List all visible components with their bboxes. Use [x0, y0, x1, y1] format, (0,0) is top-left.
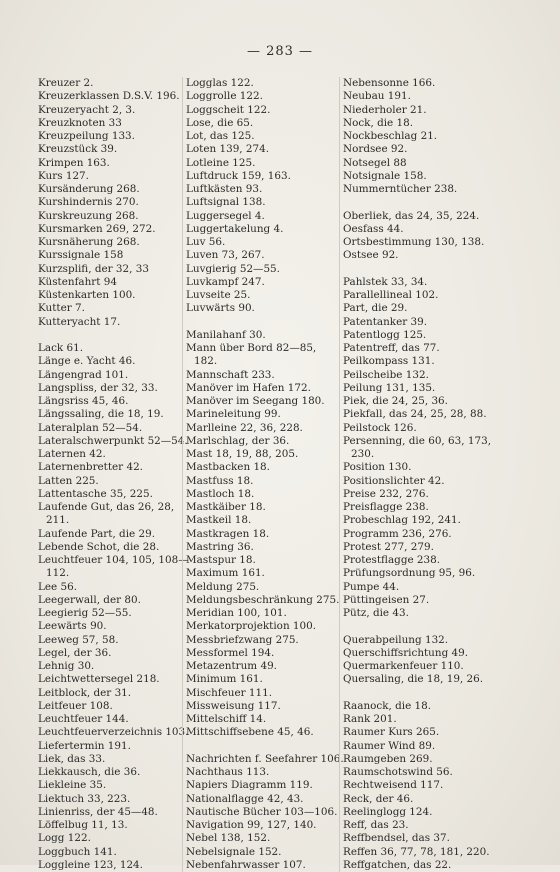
index-entry: Luven 73, 267.: [186, 249, 265, 262]
index-entry: Nockbeschlag 21.: [343, 130, 438, 142]
index-entry: Peilscheibe 132.: [343, 368, 429, 381]
index-entry: 112.: [46, 567, 70, 580]
index-entry: Kreuzpeilung 133.: [38, 130, 135, 142]
index-entry: Lee 56.: [38, 580, 78, 593]
index-entry: Querschiffsrichtung 49.: [343, 646, 469, 659]
index-entry: Luftkästen 93.: [186, 183, 263, 195]
index-entry: Pumpe 44.: [343, 580, 400, 593]
index-entry: Logglas 122.: [186, 77, 254, 89]
index-entry: Loten 139, 274.: [186, 143, 270, 156]
index-entry: Nordsee 92.: [343, 143, 408, 156]
index-entry: Reff, das 23.: [343, 819, 409, 831]
index-entry: Luggersegel 4.: [186, 209, 265, 222]
index-entry: Ostsee 92.: [343, 249, 399, 262]
index-entry: Laternenbretter 42.: [38, 461, 143, 474]
index-entry: Kursmarken 269, 272.: [38, 222, 156, 235]
index-entry: Nebelsignale 152.: [186, 845, 282, 858]
index-entry: Position 130.: [343, 461, 412, 474]
index-entry: Latten 225.: [38, 474, 99, 487]
index-entry: Pahlstek 33, 34.: [343, 275, 428, 288]
index-entry: Kreuzstück 39.: [38, 143, 118, 156]
index-entry: Lack 61.: [38, 342, 84, 354]
index-entry: Kreuzer 2.: [38, 77, 94, 89]
index-entry: Quersaling, die 18, 19, 26.: [343, 673, 484, 686]
index-entry: Lotleine 125.: [186, 156, 256, 169]
index-entry: Piek, die 24, 25, 36.: [343, 395, 448, 407]
index-entry: Leichtwettersegel 218.: [38, 673, 160, 686]
index-entry: Raumschotswind 56.: [343, 766, 453, 778]
index-entry: Reck, der 46.: [343, 792, 414, 805]
section-gap: [343, 620, 503, 633]
index-entry: Preise 232, 276.: [343, 487, 429, 500]
index-entry: Patentanker 39.: [343, 315, 428, 328]
index-entry: Protest 277, 279.: [343, 540, 434, 553]
index-entry: Merkatorprojektion 100.: [186, 620, 317, 633]
index-column-3: [339, 77, 503, 872]
page-number: — 283 —: [246, 44, 314, 59]
index-entry: Manöver im Hafen 172.: [186, 381, 311, 394]
index-entry: Lattentasche 35, 225.: [38, 487, 153, 500]
index-entry: Oberliek, das 24, 35, 224.: [343, 209, 480, 222]
index-entry: Kurs 127.: [38, 169, 89, 182]
index-entry: Küstenkarten 100.: [38, 289, 136, 301]
index-entry: Mann über Bord 82—85,: [186, 342, 317, 354]
index-entry: Reffen 36, 77, 78, 181, 220.: [343, 845, 490, 858]
index-entry: Marineleitung 99.: [186, 408, 281, 421]
index-entry: Leitfeuer 108.: [38, 699, 113, 712]
index-entry: Laternen 42.: [38, 448, 106, 460]
index-entry: Messformel 194.: [186, 646, 275, 659]
index-entry: Leuchtfeuer 104, 105, 108—: [38, 554, 189, 566]
index-entry: Kursnäherung 268.: [38, 236, 140, 248]
index-entry: Löffelbug 11, 13.: [38, 819, 128, 831]
section-gap: [186, 740, 336, 753]
index-entry: Programm 236, 276.: [343, 527, 452, 540]
index-entry: Patentreff, das 77.: [343, 342, 440, 354]
index-entry: Mastkragen 18.: [186, 527, 270, 540]
index-entry: Missweisung 117.: [186, 699, 281, 712]
index-entry: Patentlogg 125.: [343, 328, 427, 341]
index-entry: Luvkampf 247.: [186, 275, 265, 288]
section-gap: [343, 263, 503, 276]
index-entry: Küstenfahrt 94: [38, 275, 117, 288]
index-entry: Mischfeuer 111.: [186, 686, 273, 699]
index-entry: Kutter 7.: [38, 302, 85, 315]
index-entry: Luvgierig 52—55.: [186, 262, 280, 275]
index-entry: Meldung 275.: [186, 580, 260, 593]
section-gap: [343, 687, 503, 700]
index-entry: Mastkäiber 18.: [186, 501, 266, 513]
index-entry: Lateralschwerpunkt 52—54.: [38, 434, 188, 447]
index-entry: Luvseite 25.: [186, 289, 251, 301]
index-entry: Liekleine 35.: [38, 779, 107, 792]
index-entry: Luv 56.: [186, 236, 226, 248]
index-entry: Mastfuss 18.: [186, 474, 254, 487]
index-entry: Lateralplan 52—54.: [38, 421, 143, 434]
index-entry: Mastkeil 18.: [186, 514, 252, 527]
index-entry: Lehnig 30.: [38, 660, 95, 672]
index-entry: Marlleine 22, 36, 228.: [186, 421, 303, 434]
index-entry: Kursänderung 268.: [38, 183, 140, 195]
index-entry: Meldungsbeschränkung 275.: [186, 593, 340, 606]
index-entry: Nebensonne 166.: [343, 77, 436, 89]
index-entry: Liek, das 33.: [38, 752, 106, 765]
index-entry: Mannschaft 233.: [186, 368, 275, 381]
index-entry: Kutteryacht 17.: [38, 315, 121, 328]
index-entry: Maximum 161.: [186, 567, 265, 580]
index-entry: Leeweg 57, 58.: [38, 633, 119, 646]
index-entry: Loggscheit 122.: [186, 103, 271, 116]
index-entry: Mastloch 18.: [186, 487, 255, 500]
index-entry: Mittelschiff 14.: [186, 713, 267, 725]
index-entry: Notsegel 88: [343, 156, 407, 169]
index-entry: Kurssignale 158: [38, 249, 124, 262]
index-entry: Marlschlag, der 36.: [186, 434, 290, 447]
index-entry: Pütz, die 43.: [343, 607, 409, 619]
index-entry: Peilkompass 131.: [343, 355, 435, 368]
index-entry: Liektuch 33, 223.: [38, 792, 131, 805]
index-entry: Leegerwall, der 80.: [38, 593, 141, 606]
index-entry: Kurshindernis 270.: [38, 196, 139, 209]
index-entry: Krimpen 163.: [38, 156, 110, 169]
index-entry: Metazentrum 49.: [186, 660, 277, 672]
index-entry: Loggrolle 122.: [186, 90, 263, 103]
index-entry: Nummerntücher 238.: [343, 183, 458, 195]
index-entry: Nock, die 18.: [343, 116, 414, 129]
index-entry: Kreuzerklassen D.S.V. 196.: [38, 90, 180, 103]
index-entry: Nebel 138, 152.: [186, 832, 271, 845]
index-entry: Rank 201.: [343, 713, 397, 725]
index-entry: Manilahanf 30.: [186, 328, 266, 341]
index-entry: Peilstock 126.: [343, 421, 417, 434]
index-entry: Raanock, die 18.: [343, 699, 432, 712]
index-entry: Mittschiffsebene 45, 46.: [186, 726, 314, 739]
index-entry: Nachthaus 113.: [186, 766, 270, 778]
index-entry: Nebenfahrwasser 107.: [186, 858, 306, 871]
index-entry: Raumer Kurs 265.: [343, 726, 440, 739]
index-entry: Mastring 36.: [186, 540, 254, 553]
index-entry: Rechtweisend 117.: [343, 779, 444, 792]
index-entry: Loggbuch 141.: [38, 845, 117, 858]
index-entry: Lebende Schot, die 28.: [38, 540, 160, 553]
index-entry: Nautische Bücher 103—106.: [186, 805, 338, 818]
index-entry: Quermarkenfeuer 110.: [343, 660, 464, 672]
index-entry: Luftsignal 138.: [186, 196, 266, 209]
index-entry: Linienriss, der 45—48.: [38, 805, 158, 818]
index-entry: 182.: [194, 355, 218, 368]
index-entry: Persenning, die 60, 63, 173,: [343, 434, 491, 447]
index-entry: Loggleine 123, 124.: [38, 858, 143, 871]
index-entry: Peilung 131, 135.: [343, 381, 436, 394]
index-entry: Meridian 100, 101.: [186, 607, 287, 619]
index-entry: Reffbendsel, das 37.: [343, 832, 450, 845]
index-entry: Leuchtfeuerverzeichnis 103.: [38, 726, 189, 739]
index-entry: Prüfungsordnung 95, 96.: [343, 567, 476, 580]
index-entry: Parallellineal 102.: [343, 289, 439, 301]
index-entry: Laufende Gut, das 26, 28,: [38, 501, 175, 513]
index-entry: Neubau 191.: [343, 90, 411, 103]
index-entry: Leitblock, der 31.: [38, 686, 132, 699]
index-entry: Kreuzknoten 33: [38, 116, 122, 129]
index-entry: Luftdruck 159, 163.: [186, 169, 291, 182]
index-entry: Lot, das 125.: [186, 130, 255, 142]
index-entry: Raumer Wind 89.: [343, 739, 436, 752]
index-entry: Luggertakelung 4.: [186, 222, 284, 235]
index-column-1: [38, 77, 189, 872]
section-gap: [186, 316, 336, 329]
index-entry: Legel, der 36.: [38, 646, 112, 659]
index-entry: Oesfass 44.: [343, 222, 404, 235]
index-entry: Längsriss 45, 46.: [38, 395, 129, 407]
index-entry: Preisflagge 238.: [343, 501, 429, 513]
index-entry: Part, die 29.: [343, 302, 408, 315]
index-entry: Raumgeben 269.: [343, 752, 433, 765]
index-entry: Lose, die 65.: [186, 116, 254, 129]
index-entry: Napiers Diagramm 119.: [186, 779, 313, 792]
index-entry: Notsignale 158.: [343, 169, 427, 182]
index-entry: Liefertermin 191.: [38, 739, 131, 752]
index-entry: Kreuzeryacht 2, 3.: [38, 103, 136, 116]
index-entry: Logg 122.: [38, 832, 91, 845]
index-entry: Piekfall, das 24, 25, 28, 88.: [343, 408, 487, 421]
index-entry: Luvwärts 90.: [186, 302, 255, 315]
index-entry: Kurskreuzung 268.: [38, 209, 139, 222]
index-entry: Protestflagge 238.: [343, 554, 441, 566]
index-entry: Ortsbestimmung 130, 138.: [343, 236, 485, 248]
index-entry: Probeschlag 192, 241.: [343, 514, 461, 527]
index-entry: Mastspur 18.: [186, 554, 256, 566]
index-entry: Manöver im Seegang 180.: [186, 395, 325, 407]
index-entry: Liekkausch, die 36.: [38, 766, 141, 778]
index-entry: Reffgatchen, das 22.: [343, 858, 452, 871]
index-entry: Leewärts 90.: [38, 620, 107, 633]
section-gap: [343, 196, 503, 209]
index-entry: Positionslichter 42.: [343, 474, 445, 487]
index-entry: Leuchtfeuer 144.: [38, 713, 129, 725]
index-entry: Püttingeisen 27.: [343, 593, 430, 606]
index-entry: 211.: [46, 514, 70, 527]
index-entry: 230.: [351, 448, 375, 460]
index-column-2: [182, 77, 344, 872]
index-entry: Navigation 99, 127, 140.: [186, 819, 317, 831]
index-entry: Niederholer 21.: [343, 103, 427, 116]
index-entry: Nachrichten f. Seefahrer 106.: [186, 752, 344, 765]
index-entry: Messbriefzwang 275.: [186, 633, 299, 646]
index-entry: Längssaling, die 18, 19.: [38, 408, 164, 421]
index-entry: Langspliss, der 32, 33.: [38, 381, 158, 394]
index-entry: Laufende Part, die 29.: [38, 527, 155, 540]
index-entry: Nationalflagge 42, 43.: [186, 792, 304, 805]
index-entry: Mast 18, 19, 88, 205.: [186, 448, 299, 460]
index-entry: Mastbacken 18.: [186, 461, 270, 474]
index-entry: Länge e. Yacht 46.: [38, 355, 136, 368]
index-entry: Querabpeilung 132.: [343, 633, 449, 646]
index-entry: Minimum 161.: [186, 673, 263, 686]
section-gap: [38, 329, 173, 342]
index-entry: Leegierig 52—55.: [38, 607, 132, 619]
index-entry: Reelinglogg 124.: [343, 805, 433, 818]
index-entry: Kurzsplifi, der 32, 33: [38, 262, 149, 275]
index-entry: Längengrad 101.: [38, 368, 129, 381]
